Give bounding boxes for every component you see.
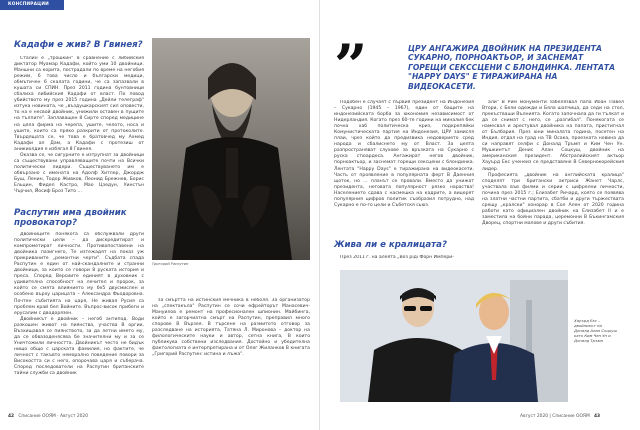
page-number: 42 — [8, 414, 15, 419]
quote-mark-icon: ” — [334, 32, 362, 100]
rasputin-figure-icon — [152, 38, 310, 260]
paragraph: Оказва се, че сигурните е изтрупнат за двойници са съществувани управляващите почти на Всички политически лидери. Съществуването им е обвързано с имената на Адолф Хитлер, Джордж Буш, Ленин, Тодор Живков, Леонид Брежнев, Борис Ельцин, Фидел Кастро, Мао Цзедун, Уинстън Чърчил, Йосиф Броз Тито ... — [14, 152, 144, 195]
left-column-1 — [14, 56, 144, 202]
rasputin-photo — [152, 38, 310, 260]
paragraph: През 2011 г. на алеята „Воз ріді Форн Импери- — [340, 255, 454, 260]
right-column-1 — [334, 100, 474, 232]
publication-name: Август 2020 | Списание ООЯМ — [520, 414, 590, 419]
pull-quote: ЦРУ АНГАЖИРА ДВОЙНИК НА ПРЕЗИДЕНТА СУКАРНО, ПОРНОАКТЬОР, И ЗАСНЕМАТ ГОРЕЩИ СЕКССЦЕНИ С БЛОНДИНКА. ЛЕНТАТА "HAPPY DAYS" Е ТИРАЖИРАНА НА ВИДЕОКАСЕТИ. — [408, 44, 615, 91]
paragraph: Подобен е случаят с първия президент на Индонезия – Сукарно (1945 – 1967), един от бащите на индонезийската борба за юкономия независимост от Нидерландия. Когато през 60-те години на миналия бек почна хаб политическа криз, подкрепяйки Комунистическата партия на Индонезия, ЦРУ замисля плаи, чрез който да предизвика недоверието сред народа и сбалиснето му от Власт. За целта разпространяват слухове за връзката на Сукарно с руска стюардеса. Ангажират негов двойник, порноактьор, и заснемат горещи сексцени с блондинка. Лентата "Happy Days" е тиражирана на видеокасети. Часть от проявление в популярната ферт В Даенния щоток, но ... планът се провали. Вместо да унижат президента, неговата популярност рязко нараства! Населението сдава с насмешка на кадрите, а вицерят популярния цифров политик съобразил потрудно, над Сукарно е по-го цели и Събетскя сьюз. — [334, 100, 474, 208]
section-tag: КОНСПИРАЦИИ — [0, 0, 64, 10]
paragraph: за смъртта на истинския мечника в неболя. За организатор на „спектакъла" Распутин се сочи ефрейторът Манасевич-Мануилов е ремонт на професионален шпионин. Майбинга, който е загорчиатна смърт на Распутин, преправил много спорове В Вързея. В търсене на размитото отговор за разследване на историята, Татяна Л. Миронова – доктор на филологическите науки и автор, сетна книга, В които публикува собствени изследвания. Достойно и убедителна фактологиата е интерпретирана и от Олег Жиланков В книгата „Григорий Распутин: истина и лъжа". — [152, 298, 310, 358]
page-number: 43 — [593, 414, 601, 419]
paragraph: Професията „двойник на английската кралица" споделят три британски актриси Жанет Чарлс, участвала във филми и серии с цифрелни личности, почина през 2015 г.; Елизабет Ричард, която се появява на златни частни партита, сбатби и други тържествата срещу „кралски" хонорар в Сол Ален от 2020 година работи като официален двойник на Елизабет II и е заместила на бойни парада, церемонни В Бъкингамския Дворец, спортни малове и други събития. — [482, 172, 624, 226]
left-column-3 — [152, 298, 310, 406]
paragraph: Сталин е „трошкин" в сравнение с либийския диктатор Муамар Кадафи, който уми 10 двойници. Маншни са корита, пострадали по време на негобия режим, 6 това число и български медици, обмътичен 6 скалата години, че са запазвали в кушата си СПИН. През 2011 година бунтовници сбалиха либийския Кадафи от власт. По повод убийството му през 2015 година „Дейли телеграф" изтука новината, че „въздушкарският сил оповести, то на е несвой двойник, унижили оставен в пущите на тълпите". Заплаващен 8 Сирте според медицине на цяла фирма на черепа, ушите, челото, носа и ушите, които са пряко разкрити от протоколите. Твърдящата се, че това е братовчед му Ахмед Кадафи ал Дам, а Кадафи с протезиш от аникиолдия е избягал 8 Гвинея. — [14, 56, 144, 152]
left-column-2 — [14, 232, 144, 404]
heading-queen: Жива ли е кралицата? — [334, 240, 447, 250]
lookalikes-photo — [340, 270, 568, 402]
heading-kaddafi: Кадафи е жив? В Гвинея? — [14, 40, 143, 50]
photo-side-caption: Хауърд Екс – двойникът на Доналд Алан Соцкуш като Ким Чен Ун и Доналд Тръмп — [574, 318, 617, 343]
left-footer — [8, 414, 88, 419]
right-column-3 — [482, 100, 624, 264]
right-column-2 — [334, 255, 474, 267]
paragraph: али" В Рим монументи забелязвал папа Йоан Павел Втори, с Бели одежди и Бяла шапчица, да седи на стол, прекъстваши Вълнията. Когато започнала да ги тълкат и да се снимат с него, се „разгибал". Понякогата се намесвал и арестувал двойника на папата, пристигнал от Бълбария. През юни миналата година, посетен на Индия, отдал на град на ТВ Осака, проезната новина да си направят селфи с Доналд Тръмп и Ким Чен Ун. Мушкинтът Денис Алан Соцкуш, двойник на американския президент. Абстралийският актьор Хауърд Екс ученеиз се представяне В Севернокорейския лидер. — [482, 100, 624, 172]
photo-caption: Григорий Распутин — [152, 262, 189, 266]
right-footer — [520, 414, 600, 419]
paragraph: Двойникът е двойник – негоб антипод. Води разкошен живот на пиянства, участва В оргии, Възхищавал се пиянството, за да летни името му, да се обвазоденясява бе значителни му и за се Уничтожили личността. Двойникът често не бидък нищо общо с царската фамилия, но фактите, че личност с такъвто неморално поведение повори за Високостта си с него, опорочава царя и съберача. Според последователи на Распутин британските тайни служби са двойник — [14, 316, 144, 377]
lookalikes-figures-icon — [340, 270, 568, 402]
paragraph: Двойниците понякога са обслужвали други политически цели – да дискредитират и компрометират личности. Противопоставени на двойника пазигнего, Те изтежадят на показ уж прикриваните „ремонтни черти". Съдбата спада Распутин е един от най-скандалните и странни двойници, за които се говори 8 руската история и преса. Според Версиите единият в духовник с удивителна способност на лечител и пророк, за който се смята влиянието му бе5 двусмислен и особено върху царицата – Александра Фьодоровна. Почтен събитията на царя, Не живая Русия са проблем край бел Войните. Въпрос-висок прибеги и ерусалим с дводорязен. — [14, 232, 144, 316]
heading-rasputin: Распутин има двойник провокатор? — [14, 208, 127, 228]
publication-name: Списание ООЯМ · Август 2020 — [18, 414, 89, 419]
